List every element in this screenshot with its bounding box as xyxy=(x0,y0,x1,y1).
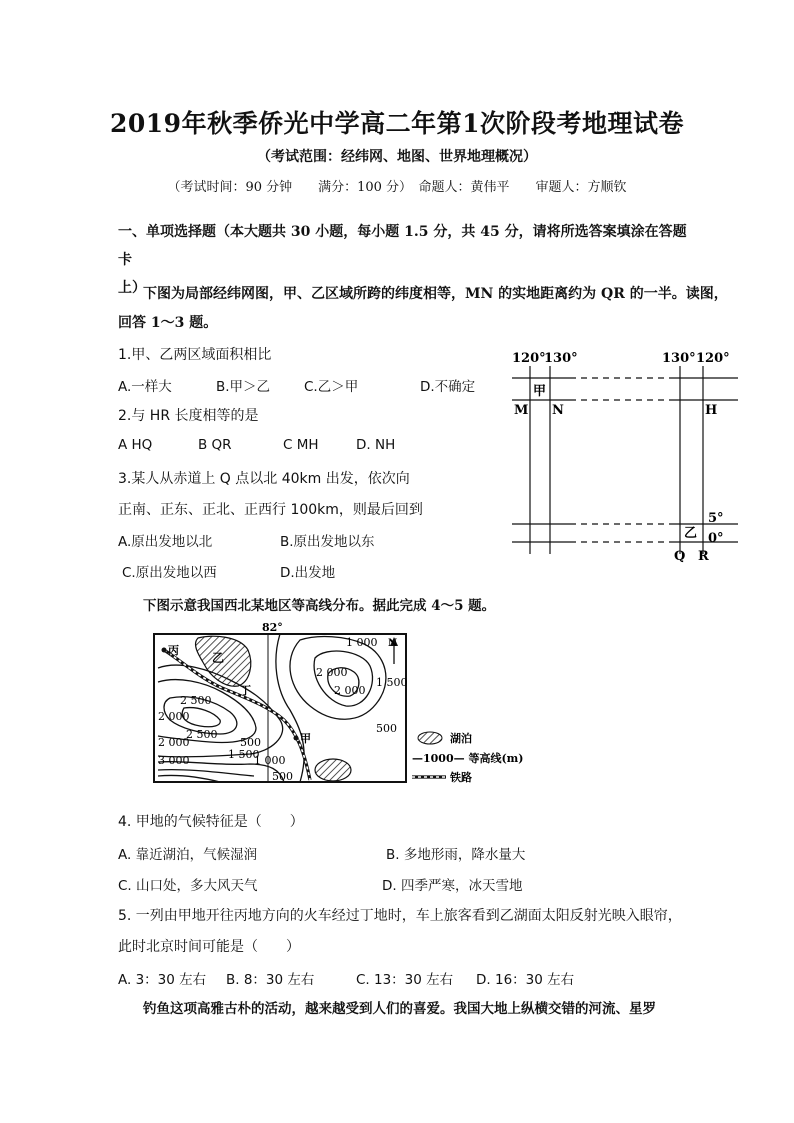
question-5-option-c: C. 13：30 左右 xyxy=(356,972,454,988)
exam-scope: （考试范围：经纬网、地图、世界地理概况） xyxy=(257,149,537,165)
contour-label-13: 500 xyxy=(272,770,293,783)
question-2-stem: 2.与 HR 长度相等的是 xyxy=(118,408,259,424)
question-5-option-b: B. 8：30 左右 xyxy=(226,972,315,988)
lon-label-130-left: 130° xyxy=(544,351,578,366)
question-1-option-a: A.一样大 xyxy=(118,379,172,395)
question-4-stem: 4. 甲地的气候特征是（ ） xyxy=(118,814,304,830)
contour-label-8: 2 000 xyxy=(158,736,190,749)
contour-label-12: 500 xyxy=(376,722,397,735)
question-1-option-c: C.乙＞甲 xyxy=(304,379,359,395)
lon-label-120-left: 120° xyxy=(512,351,546,366)
contour-label-14: 500 xyxy=(240,736,261,749)
legend-contour-label: —1000— 等高线(m) xyxy=(412,752,524,765)
intro-1-line1: 下图为局部经纬网图，甲、乙区域所跨的纬度相等，MN 的实地距离约为 QR 的一半。读图， xyxy=(143,286,728,302)
graticule-map xyxy=(500,344,750,566)
question-2-option-d: D. NH xyxy=(356,437,396,453)
north-label: N xyxy=(388,638,398,649)
region-jia-label: 甲 xyxy=(533,384,547,399)
question-5-stem-line2: 此时北京时间可能是（ ） xyxy=(118,939,300,955)
section-heading-line2: 上） xyxy=(118,280,146,296)
point-h-label: H xyxy=(705,403,718,418)
question-5-stem-line1: 5. 一列由甲地开往丙地方向的火车经过丁地时，车上旅客看到乙湖面太阳反射光映入眼帘， xyxy=(118,908,682,924)
lon-label-82: 82° xyxy=(262,621,283,634)
lat-label-5: 5° xyxy=(708,511,724,526)
contour-map xyxy=(150,620,524,786)
question-2-option-a: A HQ xyxy=(118,437,153,453)
place-yi-label: 乙 xyxy=(212,651,225,665)
contour-label-10: 3 000 xyxy=(158,754,190,767)
question-3-option-d: D.出发地 xyxy=(280,565,336,581)
question-4-option-d: D. 四季严寒，冰天雪地 xyxy=(382,878,523,894)
region-yi-label: 乙 xyxy=(684,526,698,541)
place-bing-label: 丙 xyxy=(168,644,179,657)
question-5-option-a: A. 3：30 左右 xyxy=(118,972,207,988)
lon-label-120-right: 120° xyxy=(696,351,730,366)
intro-1-line2: 回答 1～3 题。 xyxy=(118,315,218,331)
point-q-label: Q xyxy=(674,549,686,564)
legend-lake-label: 湖泊 xyxy=(450,732,472,745)
question-2-option-b: B QR xyxy=(198,437,232,453)
question-3-option-b: B.原出发地以东 xyxy=(280,534,375,550)
contour-label-2: 2 000 xyxy=(316,666,348,679)
place-jia-label: 甲 xyxy=(300,732,311,745)
lat-label-0: 0° xyxy=(708,531,724,546)
point-m-label: M xyxy=(514,403,529,418)
question-5-option-d: D. 16：30 左右 xyxy=(476,972,575,988)
section-heading-line1: 一、单项选择题（本大题共 30 小题，每小题 1.5 分，共 45 分，请将所选答案填涂在答题卡 xyxy=(118,224,687,268)
question-1-option-d: D.不确定 xyxy=(420,379,476,395)
contour-label-9: 1 500 xyxy=(228,748,260,761)
intro-2: 下图示意我国西北某地区等高线分布。据此完成 4～5 题。 xyxy=(143,598,496,614)
question-1-option-b: B.甲＞乙 xyxy=(216,379,271,395)
legend-railway-label: 铁路 xyxy=(450,771,472,784)
question-3-stem-line1: 3.某人从赤道上 Q 点以北 40km 出发，依次向 xyxy=(118,471,410,487)
exam-info: （考试时间：90 分钟 满分：100 分） 命题人：黄伟平 审题人：方顺钦 xyxy=(167,180,627,195)
question-2-option-c: C MH xyxy=(283,437,319,453)
point-n-label: N xyxy=(552,403,564,418)
legend-lake-icon xyxy=(418,732,442,744)
contour-label-6: 2 000 xyxy=(158,710,190,723)
contour-label-4: 1 500 xyxy=(376,676,408,689)
contour-label-7: 2 500 xyxy=(186,728,218,741)
question-4-option-b: B. 多地形雨，降水量大 xyxy=(386,847,526,863)
contour-label-5: 2 500 xyxy=(180,694,212,707)
exam-title: 2019年秋季侨光中学高二年第1次阶段考地理试卷 xyxy=(110,109,684,138)
question-4-option-a: A. 靠近湖泊，气候湿润 xyxy=(118,847,258,863)
contour-label-1: 1 000 xyxy=(346,636,378,649)
question-1-stem: 1.甲、乙两区域面积相比 xyxy=(118,347,272,363)
question-4-option-c: C. 山口处，多大风天气 xyxy=(118,878,258,894)
lon-label-130-right: 130° xyxy=(662,351,696,366)
question-3-option-c: C.原出发地以西 xyxy=(122,565,217,581)
contour-label-11: 1 000 xyxy=(254,754,286,767)
place-ding-label: 丁 xyxy=(240,684,251,697)
intro-3: 钓鱼这项高雅古朴的活动，越来越受到人们的喜爱。我国大地上纵横交错的河流、星罗 xyxy=(143,1001,656,1017)
question-3-option-a: A.原出发地以北 xyxy=(118,534,213,550)
point-r-label: R xyxy=(698,549,709,564)
contour-label-3: 2 000 xyxy=(334,684,366,697)
question-3-stem-line2: 正南、正东、正北、正西行 100km，则最后回到 xyxy=(118,502,423,518)
